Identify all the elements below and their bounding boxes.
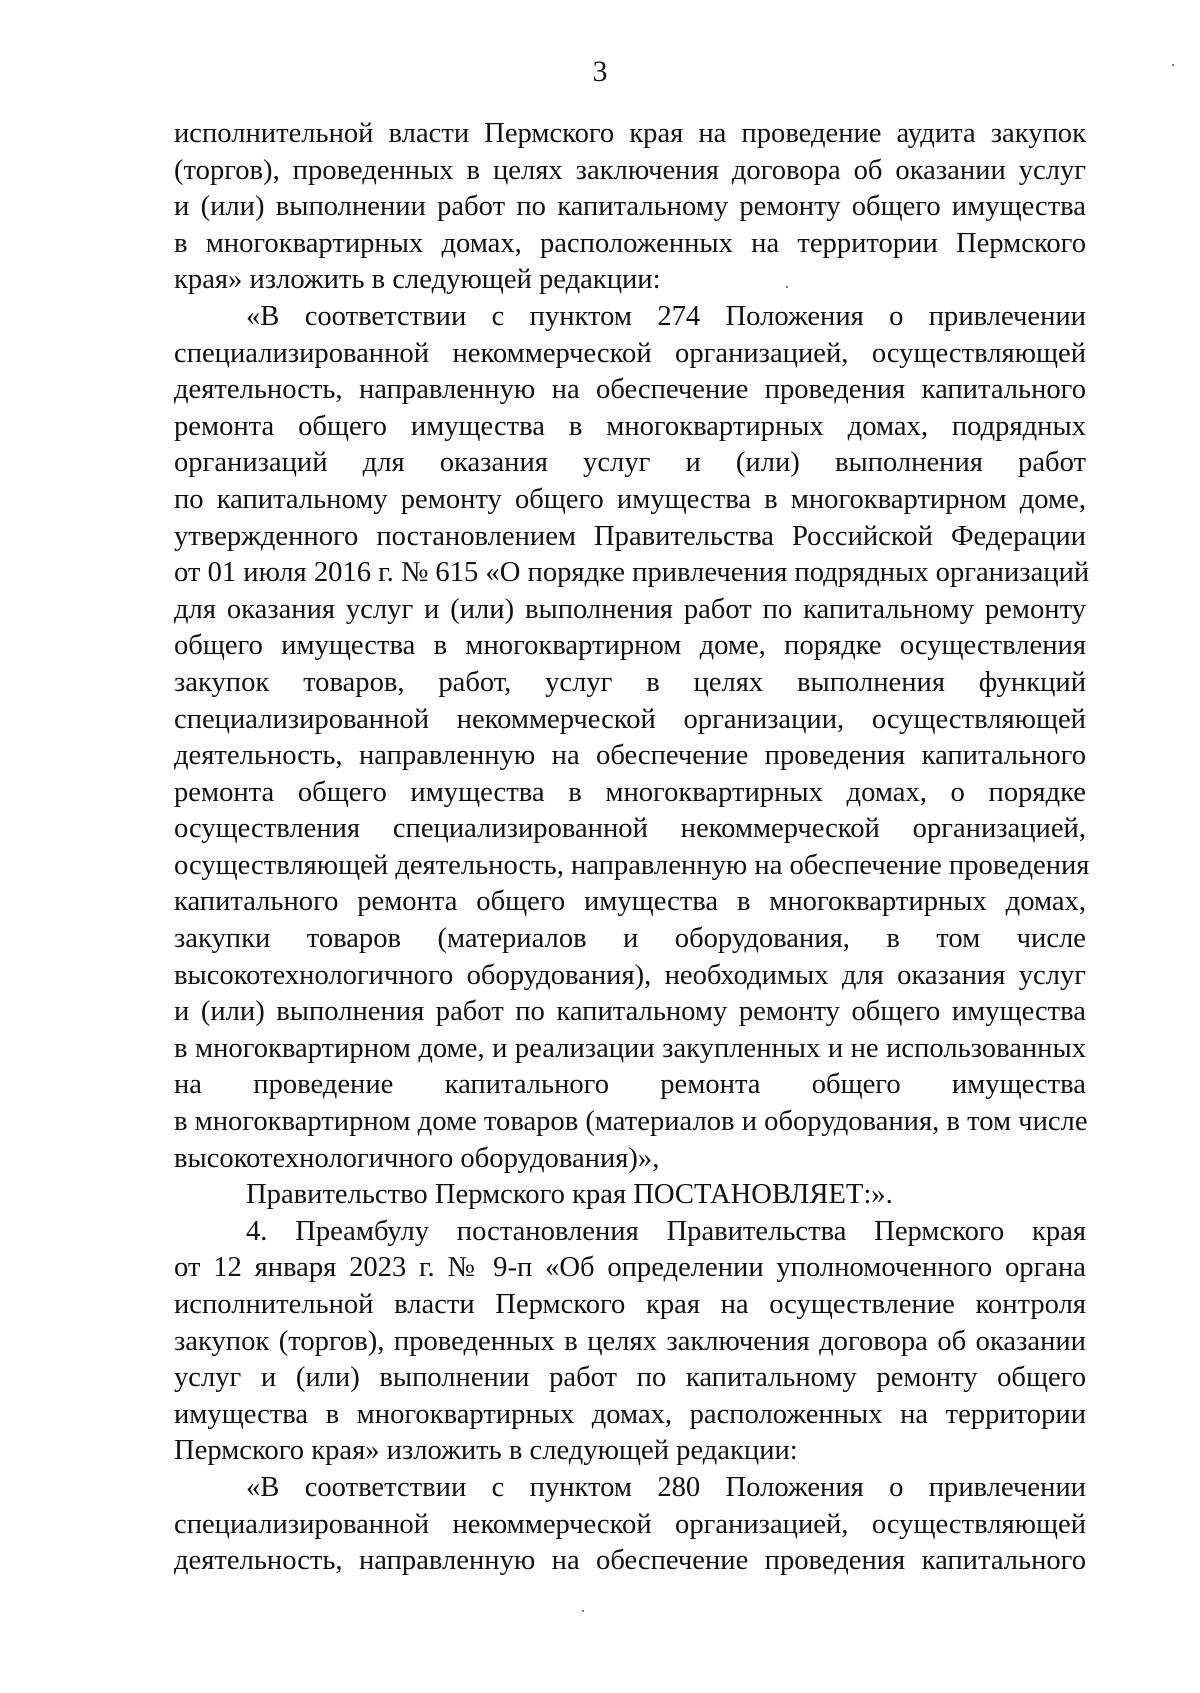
- text-line: деятельность, направленную на обеспечение проведения капитального: [174, 1545, 1086, 1577]
- text-line: и (или) выполнении работ по капитальному ремонту общего имущества: [174, 191, 1086, 223]
- text-line: услуг и (или) выполнении работ по капитальному ремонту общего: [174, 1362, 1086, 1394]
- text-line: специализированной некоммерческой организацией, осуществляющей: [174, 1508, 1086, 1540]
- text-line: высокотехнологичного оборудования)»,: [174, 1142, 660, 1174]
- text-line: капитального ремонта общего имущества в многоквартирных домах,: [174, 886, 1086, 918]
- text-line: закупки товаров (материалов и оборудования, в том числе: [174, 923, 1086, 955]
- text-line: осуществления специализированной некоммерческой организацией,: [174, 813, 1086, 845]
- text-line: исполнительной власти Пермского края на осуществление контроля: [174, 1289, 1086, 1320]
- text-line: (торгов), проведенных в целях заключения договора об оказании услуг: [174, 154, 1086, 186]
- text-line: от 01 июля 2016 г. № 615 «О порядке привлечения подрядных организаций: [174, 557, 1090, 589]
- text-line: деятельность, направленную на обеспечение проведения капитального: [174, 740, 1086, 772]
- text-line: осуществляющей деятельность, направленную на обеспечение проведения: [174, 849, 1090, 881]
- text-line: имущества в многоквартирных домах, расположенных на территории: [174, 1398, 1086, 1430]
- text-line: специализированной некоммерческой организации, осуществляющей: [174, 703, 1086, 735]
- text-line: края» изложить в следующей редакции:: [174, 264, 661, 296]
- text-line: закупок товаров, работ, услуг в целях выполнения функций: [174, 666, 1086, 698]
- text-line: от 12 января 2023 г. № 9-п «Об определении уполномоченного органа: [174, 1252, 1086, 1284]
- text-line: общего имущества в многоквартирном доме, порядке осуществления: [174, 630, 1086, 662]
- text-line: 4. Преамбулу постановления Правительства Пермского края: [246, 1215, 1086, 1247]
- text-line: Пермского края» изложить в следующей редакции:: [174, 1435, 798, 1467]
- text-line: Правительство Пермского края ПОСТАНОВЛЯЕТ:».: [246, 1179, 893, 1211]
- text-line: ремонта общего имущества в многоквартирных домах, подрядных: [174, 410, 1086, 442]
- text-line: «В соответствии с пунктом 274 Положения о привлечении: [246, 300, 1086, 332]
- text-line: исполнительной власти Пермского края на проведение аудита закупок: [174, 118, 1086, 149]
- text-line: высокотехнологичного оборудования), необходимых для оказания услуг: [174, 959, 1086, 991]
- text-line: и (или) выполнения работ по капитальному ремонту общего имущества: [174, 996, 1086, 1028]
- text-line: в многоквартирном доме товаров (материалов и оборудования, в том числе: [174, 1106, 1088, 1138]
- text-line: в многоквартирном доме, и реализации закупленных и не использованных: [174, 1032, 1086, 1064]
- document-body: [174, 116, 1090, 1580]
- text-line: для оказания услуг и (или) выполнения работ по капитальному ремонту: [174, 593, 1086, 625]
- text-line: закупок (торгов), проведенных в целях заключения договора об оказании: [174, 1325, 1086, 1357]
- text-line: ремонта общего имущества в многоквартирных домах, о порядке: [174, 776, 1086, 808]
- text-line: «В соответствии с пунктом 280 Положения о привлечении: [246, 1471, 1086, 1503]
- text-line: на проведение капитального ремонта общего имущества: [174, 1069, 1086, 1101]
- text-line: организаций для оказания услуг и (или) выполнения работ: [174, 447, 1086, 479]
- scan-speck: [786, 286, 788, 288]
- text-line: специализированной некоммерческой организацией, осуществляющей: [174, 337, 1086, 369]
- text-line: по капитальному ремонту общего имущества в многоквартирном доме,: [174, 483, 1086, 515]
- text-line: утвержденного постановлением Правительства Российской Федерации: [174, 520, 1086, 552]
- scan-speck: [1172, 64, 1174, 66]
- page-number: 3: [592, 55, 608, 88]
- text-line: в многоквартирных домах, расположенных на территории Пермского: [174, 227, 1086, 259]
- scan-speck: [582, 1610, 584, 1612]
- text-line: деятельность, направленную на обеспечение проведения капитального: [174, 374, 1086, 406]
